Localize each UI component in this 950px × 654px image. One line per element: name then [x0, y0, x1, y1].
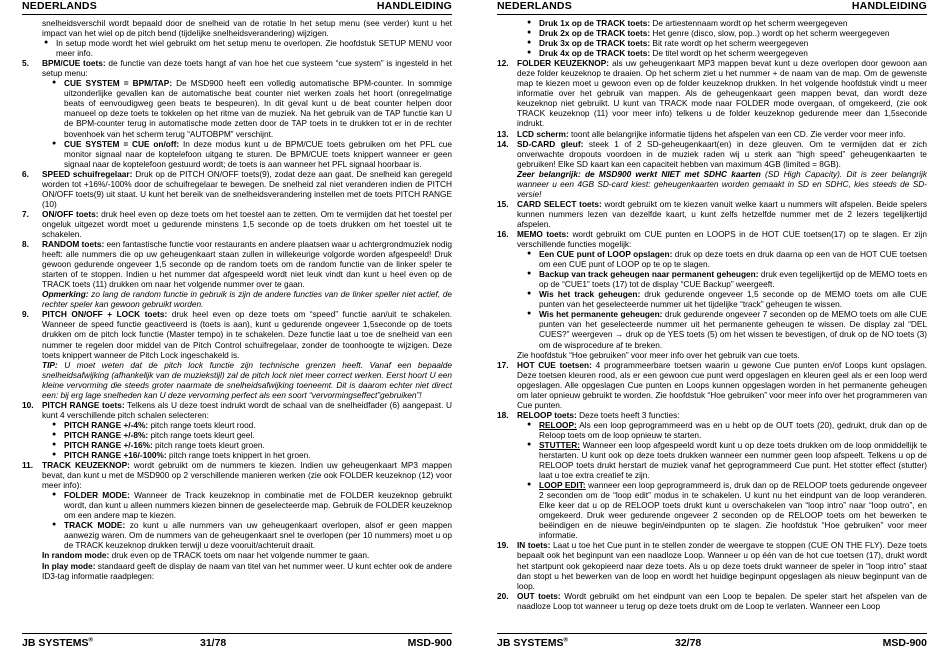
- item-number: 12.: [497, 58, 509, 69]
- term-label: PITCH RANGE +/-16%:: [64, 439, 153, 450]
- body-text: een fantastische functie voor restaurants en andere plaatsen waar u achtergrondmuziek nodig heeft: alle nummers die op uw geheugenkaart staan zullen in willekeurige volgorde worden afgespeeld! Druk gewoon gedurende ongeveer 1,5 seconde op de random toets om de random functie van de linker speler te starten of te stoppen. Indien u het nummer dat afgespeeld wordt niet leuk vindt dan kunt u heel even op de TRACK toets (11) drukken om naar het volgende nummer over te gaan.: [42, 239, 452, 290]
- body-text: Laat u toe het Cue punt in te stellen zonder de weergave te stoppen (CUE ON THE FLY). Deze toets bepaalt ook het beginpunt van een naadloze Loop. Wanneer u op één van de hot cue toetsen (17), drukt wordt het startpunt ook gekopieerd naar deze toets. Als u op deze toets drukt wanneer de speler in “loop intro” staat dan stopt u het bewerken van de loop en wordt het huidige beginpunt opgeslagen als nieuw beginpunt van de loop.: [517, 540, 927, 591]
- item-number: 14.: [497, 138, 509, 149]
- body-text: De MSD900 heeft een volledig automatische BPM-counter. In sommige uitzonderlijke gevallen kan de automatische beat counter niet werken zoals het hoort (onregelmatige beats of eenvoudigweg geen beats te bespeuren). In dit geval kunt u de beat counter helpen door manueel op deze toets te tokkelen op het ritme van de muziek. Na het gebruik van de TAP functie kan U de BPM-counter terug in automatische mode zetten door de TAP toets in te drukken tot er in de rechter bovenhoek van het scherm terug “AUTOBPM” verschijnt.: [64, 78, 452, 139]
- body-text: Druk op de PITCH ON/OFF toets(9), zodat deze aan gaat. De snelheid kan geregeld worden tot +16%/-100% door de schuifregelaar te bewegen. De snelheid zal niet veranderen indien de PITCH ON/OFF toets(9) uit staat. U kunt het bereik van de snelheidsverandering instellen met de toets PITCH RANGE (10): [42, 168, 452, 209]
- numbered-item: [22, 58, 452, 78]
- numbered-item: [22, 209, 452, 239]
- term-label: ON/OFF toets:: [42, 208, 99, 219]
- item-number: 11.: [22, 460, 34, 471]
- page-header: [22, 0, 452, 14]
- term-label: CUE SYSTEM = CUE on/off:: [64, 138, 180, 149]
- term-label: MEMO toets:: [517, 228, 569, 239]
- body-text: Bit rate wordt op het scherm weergegeven: [650, 38, 809, 49]
- numbered-item: [497, 58, 927, 128]
- bullet-item: [497, 48, 927, 58]
- header-section: HANDLEIDING: [376, 0, 452, 12]
- item-number: 17.: [497, 359, 509, 370]
- term-label: HOT CUE toetsen:: [517, 359, 592, 370]
- term-label: STUTTER:: [539, 439, 581, 450]
- term-label: CUE SYSTEM = BPM/TAP:: [64, 78, 173, 89]
- term-label: BPM/CUE toets:: [42, 58, 106, 69]
- term-label: LCD scherm:: [517, 128, 569, 139]
- header-section: HANDLEIDING: [851, 0, 927, 12]
- body-text: wordt gebruikt om CUE punten en LOOPS in de HOT CUE toetsen(17) op te slagen. Er zijn verschillende functies mogelijk:: [517, 228, 927, 250]
- paragraph: [497, 350, 927, 360]
- body-text: standaard geeft de display de naam van titel van het nummer weer. U kunt echter ook de andere ID3-tag informatie raadplegen:: [42, 560, 452, 581]
- page-footer: [22, 637, 452, 651]
- term-label: TRACK MODE:: [64, 520, 126, 531]
- paragraph: [22, 550, 452, 560]
- footer-model: MSD-900: [882, 637, 927, 649]
- bullet-item: [497, 18, 927, 28]
- term-label: In play mode:: [42, 560, 96, 571]
- term-label: SD-CARD gleuf:: [517, 138, 584, 149]
- numbered-item: [22, 460, 452, 490]
- numbered-item: [22, 309, 452, 359]
- page-number: 31/78: [200, 637, 227, 649]
- bullet-item: [497, 309, 927, 349]
- body-text: Wanneer de Track keuzeknop in combinatie met de FOLDER keuzeknop gebruikt wordt, dan kunt u alleen nummers kiezen binnen de geselecteerde map. Gebruik de FOLDER keuzeknop om een andere map te kiezen.: [64, 490, 452, 521]
- page-content: [497, 18, 927, 630]
- body-text: druk gedurende ongeveer 7 seconden op de MEMO toets om alle CUE punten van het geselecteerde nummer uit het permanente geheugen te wissen. De display zal “DEL CUES?” weergeven → druk op de YES toets (5) om het wissen te bevestigen, of druk op de NO toets (3) om de wisprocedure af te breken.: [539, 309, 927, 350]
- item-number: 9.: [22, 309, 29, 320]
- term-label: TIP:: [42, 359, 58, 370]
- body-text: pitch range toets knippert in het groen.: [166, 450, 311, 461]
- term-label: Wis het permanente geheugen:: [539, 309, 663, 320]
- footer-rule: [22, 633, 452, 634]
- manual-page-right: [497, 0, 927, 654]
- term-label: RELOOP toets:: [517, 409, 577, 420]
- body-text: druk even tegelijkertijd op de MEMO toets en op de “CUE1” toets (17) tot de display “CUE Backup” weergeeft.: [539, 269, 927, 290]
- body-text: Het genre (disco, slow, pop..) wordt op het scherm weergegeven: [650, 28, 890, 39]
- item-number: 8.: [22, 239, 29, 250]
- footer-brand: JB SYSTEMS®: [497, 637, 568, 649]
- item-number: 10.: [22, 399, 34, 410]
- paragraph: [42, 18, 452, 38]
- manual-page-left: [22, 0, 452, 654]
- bullet-item: [22, 490, 452, 520]
- term-label: PITCH RANGE toets:: [42, 399, 125, 410]
- item-number: 18.: [497, 409, 509, 420]
- term-label: Een CUE punt of LOOP opslagen:: [539, 249, 673, 260]
- bullet-item: [22, 78, 452, 138]
- body-text: U moet weten dat de pitch lock functie zijn technische grenzen heeft. Vanaf een bepaalde snelheidsafwijking (afhankelijk van de muziekstijl) zal de pitch lock niet meer correct werken. Eerst hoort U een kleine vervorming die steeds groter naarmate de snelheidsafwijking toeneemt. Dit is daarom echter niet direct een: bij erg lage snelheden kan U deze vervorming perfect als een soort “vervormingseffect”gebruiken”!: [42, 359, 452, 400]
- bullet-item: [497, 420, 927, 440]
- footer-rule: [497, 633, 927, 634]
- body-text: wordt gebruikt om te kiezen vanuit welke kaart u nummers wilt afspelen. Beide spelers kunnen nummers lezen van dezelfde kaart, u kunt zelfs hetzelfde nummer met de 2 lezers tegelijkertijd afspelen.: [517, 198, 927, 229]
- header-rule: [22, 14, 452, 15]
- term-label: Druk 3x op de TRACK toets:: [539, 38, 651, 49]
- paragraph: [22, 360, 452, 400]
- term-label: OUT toets:: [517, 590, 561, 601]
- term-label: FOLDER KEUZEKNOP:: [517, 58, 610, 69]
- paragraph: [22, 561, 452, 581]
- header-language: NEDERLANDS: [22, 0, 97, 12]
- header-rule: [497, 14, 927, 15]
- bullet-item: [497, 269, 927, 289]
- numbered-item: [497, 360, 927, 410]
- numbered-item: [22, 400, 452, 420]
- item-number: 7.: [22, 208, 29, 219]
- body-text: Zie hoofdstuk “Hoe gebruiken” voor meer info over het gebruik van cue toets.: [517, 349, 800, 360]
- body-text: druk even op de TRACK toets om naar het volgende nummer te gaan.: [109, 550, 370, 561]
- numbered-item: [497, 540, 927, 590]
- body-text: druk gedurende ongeveer 1,5 seconde op de MEMO toets om alle CUE punten van het geselecteerde nummer uit het tijdelijke “track” geheugen te wissen.: [539, 289, 927, 310]
- item-number: 6.: [22, 168, 29, 179]
- bullet-item: [497, 249, 927, 269]
- term-label: Druk 2x op de TRACK toets:: [539, 28, 651, 39]
- term-label: Zeer belangrijk: de MSD900 werkt NIET met SDHC kaarten: [517, 168, 761, 179]
- body-text: toont alle belangrijke informatie tijdens het afspelen van een CD. Zie verder voor meer info.: [568, 128, 906, 139]
- term-label: PITCH RANGE +/-8%:: [64, 429, 149, 440]
- body-text: zo lang de random functie in gebruik is zijn de andere functies van de linker speller niet actief, de rechter speler kan gewoon gebruikt worden.: [42, 289, 452, 310]
- term-label: PITCH RANGE +16/-100%:: [64, 450, 167, 461]
- paragraph: [22, 289, 452, 309]
- bullet-item: [497, 289, 927, 309]
- body-text: pitch range toets kleurt rood.: [148, 419, 256, 430]
- body-text: wordt gebruikt om de nummers te kiezen. Indien uw geheugenkaart MP3 mappen bevat, dan kunt u met de MSD900 op 2 verschillende manieren werken (zie ook FOLDER keuzeknop (12) voor meer info):: [42, 460, 452, 491]
- numbered-item: [22, 239, 452, 289]
- bullet-item: [497, 440, 927, 480]
- term-label: Opmerking:: [42, 289, 89, 300]
- body-text: de functie van deze toets hangt af van hoe het cue systeem “cue system” is ingesteld in het setup menu:: [42, 58, 452, 79]
- term-label: CARD SELECT toets:: [517, 198, 602, 209]
- term-label: IN toets:: [517, 540, 551, 551]
- bullet-item: [22, 139, 452, 169]
- numbered-item: [497, 199, 927, 229]
- body-text: Deze toets heeft 3 functies:: [576, 409, 680, 420]
- body-text: druk op deze toets en druk daarna op een van de HOT CUE toetsen om een CUE punt of LOOP op te op te slagen.: [539, 249, 927, 270]
- bullet-item: [497, 480, 927, 540]
- bullet-item: [22, 430, 452, 440]
- body-text: In deze modus kunt u de BPM/CUE toets gebruiken om het PFL cue monitor signaal naar de koptelefoon uitgang te sturen. De BPM/CUE toets knippert wanneer er geen signaal naar de koptelefoon gestuurd wordt; de toets is aan wanneer het PFL signaal hoorbaar is.: [64, 138, 452, 169]
- item-number: 15.: [497, 198, 509, 209]
- body-text: Wordt gebruikt om het eindpunt van een Loop te bepalen. De speler start het afspelen van de naadloze Loop tot wanneer u terug op deze toets drukt om de Loop te verlaten. Wanneer een Loop: [517, 590, 927, 611]
- body-text: Als een loop geprogrammeerd was en u hebt op de OUT toets (20), gedrukt, druk dan op de Reloop toets om de loop opnieuw te starten.: [539, 419, 927, 440]
- bullet-item: [22, 520, 452, 550]
- numbered-item: [497, 139, 927, 169]
- term-label: TRACK KEUZEKNOP:: [42, 460, 130, 471]
- term-label: In random mode:: [42, 550, 110, 561]
- term-label: RANDOM toets:: [42, 239, 105, 250]
- body-text: pitch range toets kleurt geel.: [148, 429, 255, 440]
- body-text: wanneer een loop geprogrammeerd is, druk dan op de RELOOP toets gedurende ongeveer 2 seconden om de “loop edit” modus in te schakelen. U kunt nu het eindpunt van de loop veranderen. Elke keer dat u op de RELOOP toets drukt kunt u overschakelen van “loop intro” naar “loop outro”, en omgekeerd. Druk weer gedurende ongeveer 2 seconden op de RELOOP toets om het bewerken te beëindigen en de nieuwe begin/eindpunten op te slagen. Zie hoofdstuk “Hoe gebruiken” voor meer informatie.: [539, 480, 927, 541]
- header-language: NEDERLANDS: [497, 0, 572, 12]
- body-text: 4 programmeerbare toetsen waarin u gewone Cue punten en/of Loops kunt opslagen. Deze toetsen kleuren rood, als er een gewoon cue punt werd opgeslagen en kleuren geel als er een loop werd opgeslagen. Alle opgeslagen Cue punten en Loops kunnen opgeslagen worden in het permanente geheugen om later opnieuw gebruikt te worden. Zie hoofdstuk “Hoe gebruiken” voor meer info over het programmeren van Cue punten.: [517, 359, 927, 410]
- body-text: steek 1 of 2 SD-geheugenkaart(en) in deze gleuven. Om te vermijden dat er zich onverwachte dropouts voordoen in de muziek raden wij u sterk aan “high speed” geheugenkaarten te gebruiken! Elke SD kaart kan een capaciteit hebben van maximum 4GB (limited = 8GB).: [517, 138, 927, 169]
- body-text: De titel wordt op het scherm weergegeven: [650, 48, 808, 59]
- term-label: Wis het track geheugen:: [539, 289, 641, 300]
- body-text: druk heel even op deze toets om het toestel aan te zetten. Om te vermijden dat het toestel per ongeluk uitgezet wordt moet u gedurende minstens 1,5 seconde op de toets drukken om het toestel uit te schakelen.: [42, 208, 452, 239]
- paragraph: [497, 169, 927, 199]
- numbered-item: [22, 169, 452, 209]
- footer-model: MSD-900: [407, 637, 452, 649]
- body-text: zo kunt u alle nummers van uw geheugenkaart overlopen, alsof er geen mappen aanwezig waren. Om de nummers van de geheugenkaart snel te overlopen (per 10 nummers) moet u op de TRACK keuzeknop drukken terwijl u deze vooruit/achteruit draait.: [64, 520, 452, 551]
- term-label: PITCH ON/OFF + LOCK toets:: [42, 309, 168, 320]
- page-footer: [497, 637, 927, 651]
- bullet-item: [22, 420, 452, 430]
- page-content: [22, 18, 452, 630]
- body-text: In setup mode wordt het wiel gebruikt om het setup menu te overlopen. Zie hoofdstuk SETUP MENU voor meer info.: [56, 38, 452, 59]
- body-text: Telkens als U deze toest indrukt wordt de schaal van de snelheidfader (6) aangepast. U kunt 4 verschillende pitch schalen selecteren:: [42, 399, 452, 420]
- term-label: Druk 4x op de TRACK toets:: [539, 48, 651, 59]
- term-label: RELOOP:: [539, 419, 577, 430]
- bullet-item: [497, 38, 927, 48]
- body-text: snelheidsverschil wordt bepaald door de snelheid van de rotatie In het setup menu (see verder) kunt u het impact van het wiel op de pitch bend (tijdelijke snelheidsverandering) wijzigen.: [42, 18, 452, 39]
- body-text: pitch range toets kleurt groen.: [152, 439, 265, 450]
- footer-brand: JB SYSTEMS®: [22, 637, 93, 649]
- body-text: druk heel even op deze toets om “speed” functie aan/uit te schakelen. Wanneer de speed functie geactiveerd is (toets is aan), kunt u gedurende ongeveer 1,5seconde op de toets drukken om de pitch lock functie (Master tempo) in te schakelen. Deze functie laat u toe de snelheid van een nummer te regelen door middel van de Pitch Control schuifregelaar, zonder de toonhoogte te wijzigen. Deze toets knippert wanneer de Pitch Lock ingeschakeld is.: [42, 309, 452, 360]
- item-number: 16.: [497, 228, 509, 239]
- term-label: SPEED schuifregelaar:: [42, 168, 133, 179]
- bullet-item: [22, 450, 452, 460]
- bullet-item: [22, 38, 452, 58]
- numbered-item: [497, 591, 927, 611]
- numbered-item: [497, 410, 927, 420]
- item-number: 20.: [497, 590, 509, 601]
- page-header: [497, 0, 927, 14]
- page-number: 32/78: [675, 637, 702, 649]
- item-number: 13.: [497, 128, 509, 139]
- term-label: FOLDER MODE:: [64, 490, 130, 501]
- term-label: Backup van track geheugen naar permanent geheugen:: [539, 269, 759, 280]
- numbered-item: [497, 229, 927, 249]
- term-label: Druk 1x op de TRACK toets:: [539, 18, 651, 28]
- body-text: De artiestennaam wordt op het scherm weergegeven: [650, 18, 848, 28]
- body-text: Wanneer een loop afgespeeld wordt kunt u op deze toets drukken om de loop onmiddellijk te herstarten. U kunt ook op deze toets drukken wanneer een nummer geen loop afspeelt. Telkens u op de RELOOP toets drukt herstart de muziek vanaf het geprogrammeerd Cue punt. Het stotter effect (stutter) laat u toe extra creatief te zijn.: [539, 439, 927, 481]
- bullet-item: [22, 440, 452, 450]
- term-label: PITCH RANGE +/-4%:: [64, 419, 149, 430]
- numbered-item: [497, 129, 927, 139]
- body-text: (SD High Capacity). Dit is zeer belangrijk wanneer u een 4GB SD-card kiest: geheugenkaarten worden gemaakt in SD en SDHC, kies steeds de SD-versie!: [517, 168, 927, 199]
- term-label: LOOP EDIT:: [539, 480, 586, 491]
- item-number: 5.: [22, 58, 29, 69]
- body-text: als uw geheugenkaart MP3 mappen bevat kunt u deze overlopen door gewoon aan deze folder keuzeknop te draaien. Op het scherm ziet u het nummer + de naam van de map. Om de gewenste map te kiezen moet u gewoon even op de folder keuzeknop drukken. In het volgende hoofdstuk vindt u meer informatie over het gebruik van mappen. Als de geheugenkaart geen mappen bevat, dan wordt deze keuzeknop niet gebruikt. U kunt van TRACK mode naar FOLDER mode overgaan, of omgekeerd, (zie ook TRACK keuzeknop (11) voor meer info) telkens u de folder keuzeknop gedurende meer dan 1,5seconde indrukt.: [517, 58, 927, 129]
- bullet-item: [497, 28, 927, 38]
- item-number: 19.: [497, 540, 509, 551]
